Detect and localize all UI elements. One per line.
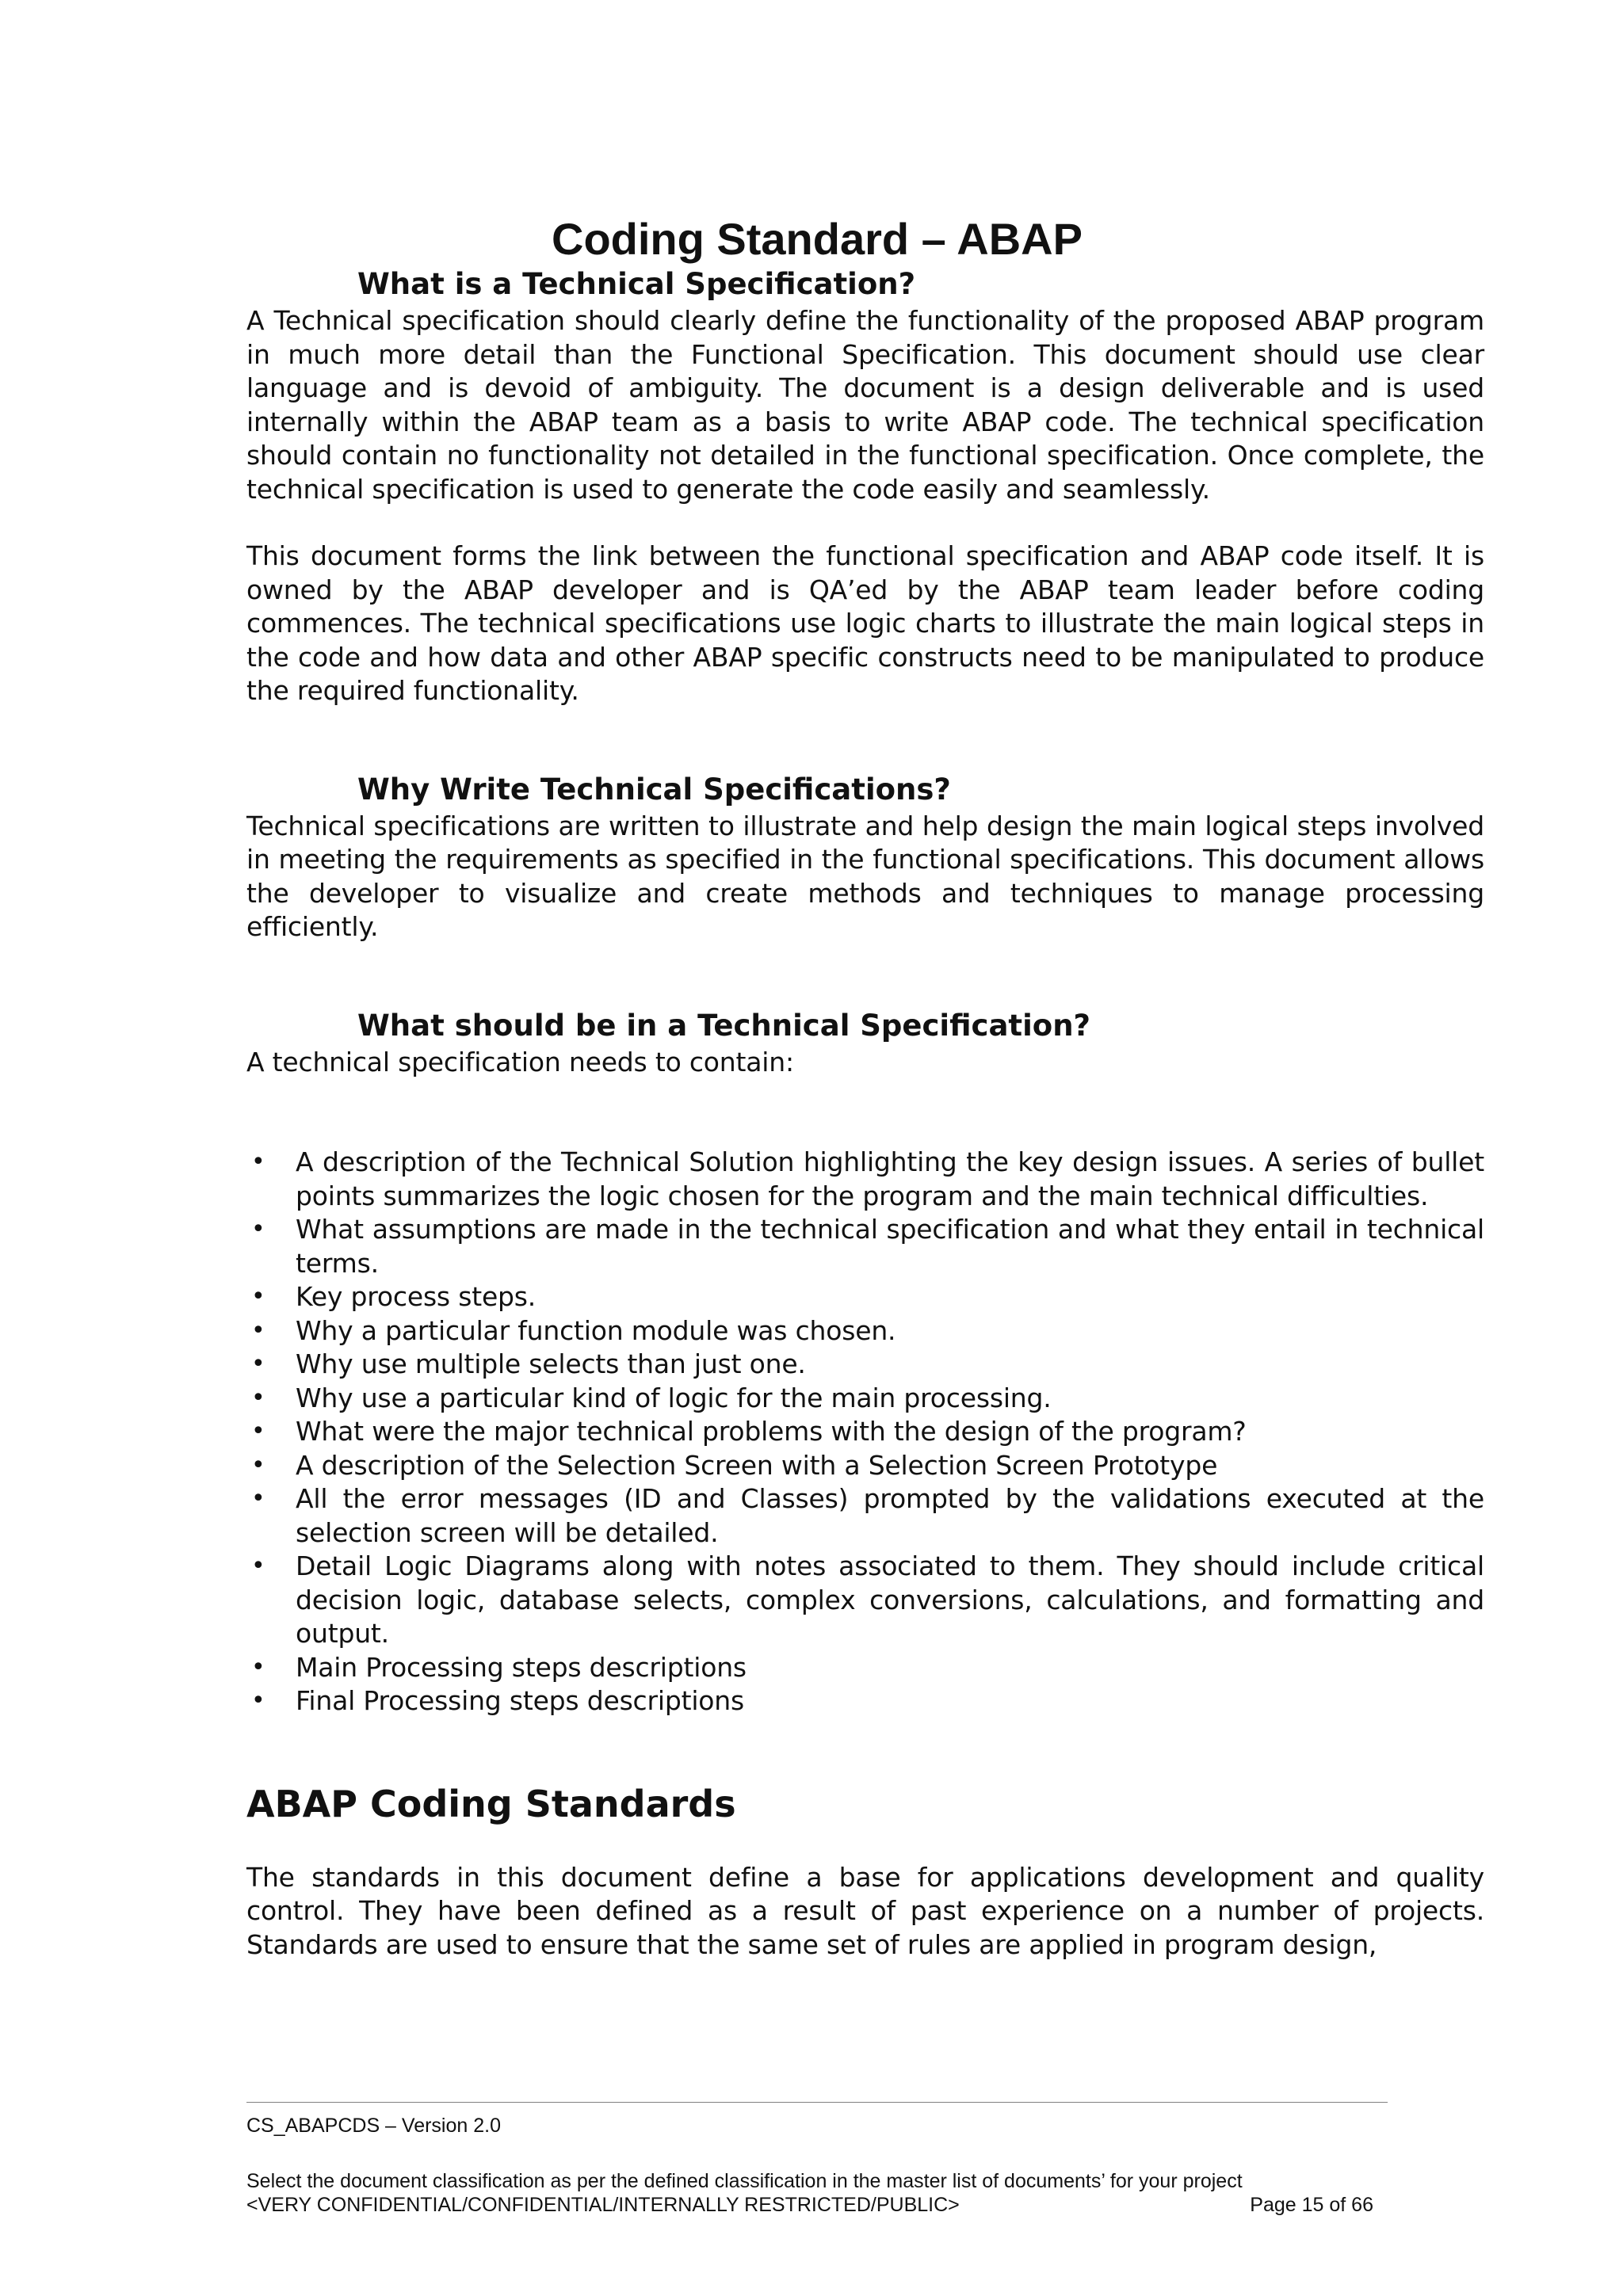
list-item-text: Main Processing steps descriptions <box>296 1651 747 1683</box>
paragraph-technical-spec-link: This document forms the link between the functional specification and ABAP code itself. It is owned by the ABAP developer and is QA’ed by the ABAP team leader before coding commences. The technical specifications use logic charts to illustrate the main logical steps in the code and how data and other ABAP specific constructs need to be manipulated to produce the required functionality. <box>246 540 1484 706</box>
page-content <box>246 214 1484 1962</box>
list-item <box>246 1314 1484 1348</box>
spacer <box>246 944 1484 1006</box>
paragraph-spec-contents-intro: A technical specification needs to contain: <box>246 1046 794 1077</box>
list-item <box>246 1348 1484 1382</box>
heading-abap-coding-standards: ABAP Coding Standards <box>246 1782 736 1825</box>
list-item-text: Key process steps. <box>296 1281 537 1312</box>
list-item-text: Detail Logic Diagrams along with notes associated to them. They should include critical decision logic, database selects, complex conversions, calculations, and formatting and output. <box>296 1550 1484 1649</box>
footer-classification-row <box>246 2193 1388 2217</box>
list-item <box>246 1280 1484 1314</box>
footer-classification-note: Select the document classification as per the defined classification in the master list of documents’ for your project <box>246 2170 1243 2192</box>
list-item-text: Why a particular function module was chosen. <box>296 1314 896 1346</box>
bullet-icon: • <box>251 1383 265 1412</box>
spacer <box>246 1828 1484 1861</box>
document-title: Coding Standard – ABAP <box>552 214 1083 264</box>
bullet-icon: • <box>251 1485 265 1512</box>
footer-page-number: Page 15 of 66 <box>1250 2194 1373 2216</box>
list-item <box>246 1382 1484 1416</box>
paragraph-why-write: Technical specifications are written to illustrate and help design the main logical steps involved in meeting the requirements as specified in the functional specifications. This document allows the developer to visualize and create methods and techniques to manage processing efficiently. <box>246 810 1484 942</box>
heading-why-write-technical-specs: Why Write Technical Specifications? <box>357 772 951 807</box>
bullet-icon: • <box>251 1283 265 1310</box>
heading-what-should-be-in-spec: What should be in a Technical Specification? <box>357 1008 1091 1043</box>
spacer <box>246 506 1484 540</box>
footer-version: CS_ABAPCDS – Version 2.0 <box>246 2115 501 2137</box>
list-item <box>246 1213 1484 1280</box>
list-item-text: All the error messages (ID and Classes) prompted by the validations executed at the selection screen will be detailed. <box>296 1483 1484 1548</box>
spacer <box>246 708 1484 770</box>
list-item <box>246 1482 1484 1550</box>
bullet-icon: • <box>251 1687 265 1714</box>
list-item-text: What were the major technical problems with the design of the program? <box>296 1416 1247 1447</box>
bullet-icon: • <box>251 1350 265 1378</box>
list-item-text: What assumptions are made in the technical specification and what they entail in technical terms. <box>296 1214 1484 1279</box>
list-item-text: Why use multiple selects than just one. <box>296 1348 806 1379</box>
list-item <box>246 1684 1484 1718</box>
footer-divider <box>246 2102 1388 2103</box>
list-item-text: Why use a particular kind of logic for the main processing. <box>296 1382 1052 1413</box>
bullet-icon: • <box>251 1653 265 1681</box>
spec-contents-list <box>246 1146 1484 1718</box>
list-item <box>246 1146 1484 1213</box>
bullet-icon: • <box>251 1215 265 1243</box>
list-item <box>246 1449 1484 1483</box>
bullet-icon: • <box>251 1451 265 1479</box>
footer-classification-options: <VERY CONFIDENTIAL/CONFIDENTIAL/INTERNALLY RESTRICTED/PUBLIC> <box>246 2194 960 2216</box>
list-item <box>246 1550 1484 1651</box>
bullet-icon: • <box>251 1148 265 1176</box>
paragraph-technical-spec-definition: A Technical specification should clearly define the functionality of the proposed ABAP program in much more detail than the Functional Specification. This document should use clear language and is devoid of ambiguity. The document is a design deliverable and is used internally within the ABAP team as a basis to write ABAP code. The technical specification should contain no functionality not detailed in the functional specification. Once complete, the technical specification is used to generate the code easily and seamlessly. <box>246 305 1484 505</box>
spacer <box>246 2138 1388 2169</box>
list-item <box>246 1651 1484 1685</box>
heading-what-is-technical-spec: What is a Technical Specification? <box>357 267 916 301</box>
list-item <box>246 1415 1484 1449</box>
spacer <box>246 1079 1484 1146</box>
spacer <box>246 1718 1484 1780</box>
page-footer <box>246 2102 1388 2217</box>
bullet-icon: • <box>251 1417 265 1445</box>
list-item-text: Final Processing steps descriptions <box>296 1685 744 1716</box>
bullet-icon: • <box>251 1316 265 1344</box>
bullet-icon: • <box>251 1552 265 1580</box>
list-item-text: A description of the Selection Screen with a Selection Screen Prototype <box>296 1449 1218 1481</box>
list-item-text: A description of the Technical Solution highlighting the key design issues. A series of bullet points summarizes the logic chosen for the program and the main technical difficulties. <box>296 1146 1484 1211</box>
paragraph-coding-standards: The standards in this document define a base for applications development and quality control. They have been defined as a result of past experience on a number of projects. Standards are used to ensure that the same set of rules are applied in program design, <box>246 1861 1484 1960</box>
